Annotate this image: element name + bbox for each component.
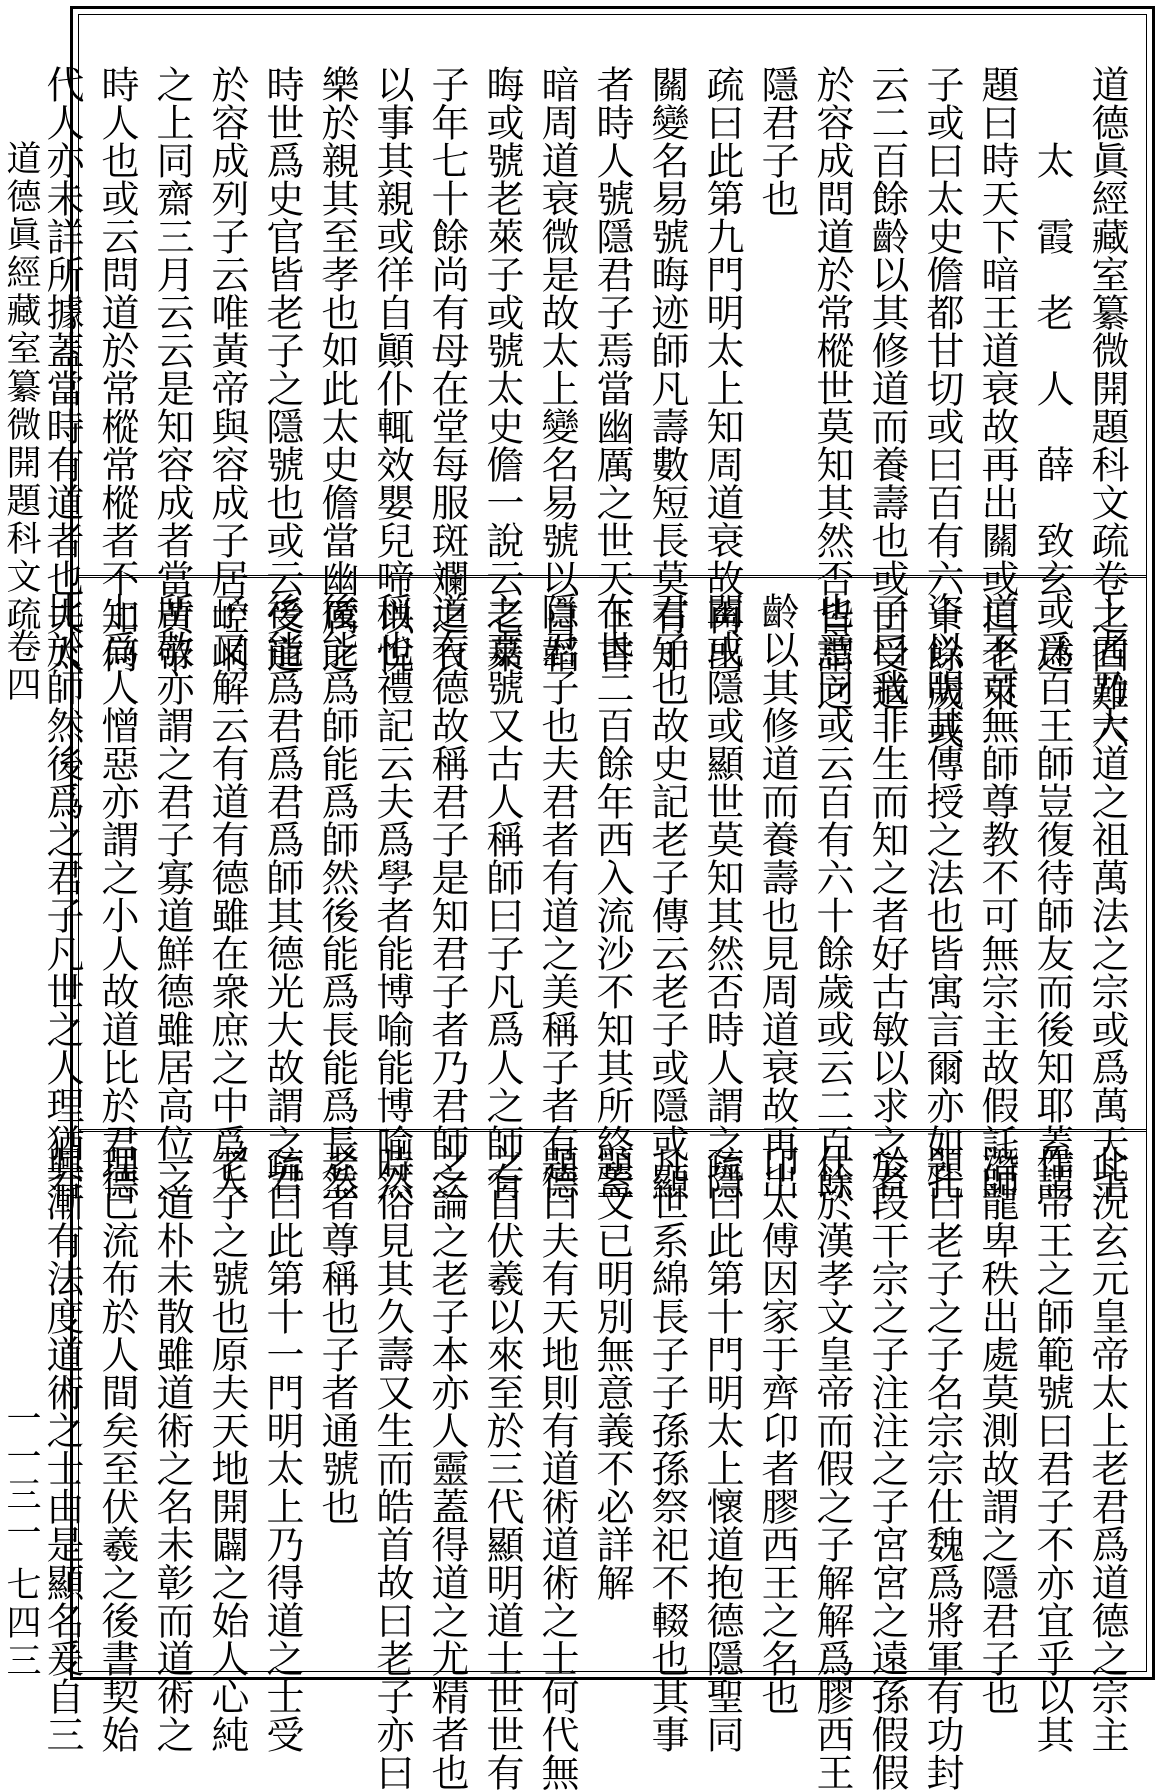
text-column: 疏曰此第九門明太上知周道衰故再出 — [700, 65, 744, 673]
text-column: 卬太傅因家于齊卬者膠西王之名也 — [755, 1145, 799, 1715]
text-column: 代人亦未詳所據蓋當時有道者也夫太 — [40, 65, 84, 673]
text-column: 後能爲君爲君爲師其德光大故謂之君 — [260, 592, 304, 1200]
text-column: 老者尊稱也子者通號也 — [315, 1145, 359, 1525]
text-column: 於容成問道於常樅世莫知其然否皆謂之 — [810, 65, 854, 711]
text-column: 題曰夫有天地則有道術道術之士何代無 — [535, 1145, 579, 1791]
text-column: 仕於漢孝文皇帝而假之子解解爲膠西王 — [810, 1145, 854, 1791]
text-section-2 — [40, 584, 1152, 1200]
text-column: 之嘉號又古人稱師曰子凡爲人之師有 — [480, 592, 524, 1200]
text-column: 此況玄元皇帝太上老君爲道德之宗主 — [1085, 1145, 1129, 1753]
text-column: 後能爲師能爲師然後能爲長能爲長然 — [315, 592, 359, 1200]
text-column: 子或曰太史儋都甘切或曰百有六十餘歲或 — [920, 65, 964, 749]
text-column: 所敬亦謂之君子寡道鮮德雖居高位之 — [150, 592, 194, 1200]
text-column: 潛龍卑秩出處莫測故謂之隱君子也 — [975, 1145, 1019, 1715]
text-column: 稱也禮記云夫爲學者能博喻能博喻然 — [370, 592, 414, 1200]
text-section-1 — [40, 15, 1152, 749]
text-column: 君子也故史記老子傳云老子或隱或顯 — [645, 592, 689, 1200]
text-column: 時世爲史官皆老子之隱號也或云受道 — [260, 65, 304, 673]
text-column: 題文已明別無意義不必詳解 — [590, 1145, 634, 1601]
text-column: 於段干宗之子注注之子宮宮之遠孫假假 — [865, 1145, 909, 1791]
text-column: 樂於親其至孝也如此太史儋當幽厲之 — [315, 65, 359, 673]
text-column: 作帝王之師範號曰君子不亦宜乎以其 — [1030, 1145, 1074, 1753]
text-column: 子曰我非生而知之者好古敏以求之者 — [865, 592, 909, 1200]
text-column: 關或隱或顯世莫知其然否時人謂之隱 — [700, 592, 744, 1200]
text-column: 晦或號老萊子或號太史儋一說云老萊 — [480, 65, 524, 673]
text-column: 老子之號也原夫天地開闢之始人心純 — [205, 1145, 249, 1753]
text-column: 道德眞經藏室纂微開題科文疏卷之四難六 — [1085, 65, 1129, 749]
margin-book-title: 道德眞經藏室纂微開題科文疏 — [1, 140, 41, 634]
text-column: 凡世系綿長子子孫孫祭祀不輟也其事 — [645, 1145, 689, 1753]
text-column: 之上同齋三月云云是知容成者當黃帝 — [150, 65, 194, 673]
text-column: 於容成列子云唯黃帝與容成子居崆峒 — [205, 65, 249, 673]
text-column: 興漸有法度道術之士由是顯名爰自三 — [40, 1145, 84, 1753]
text-column: 疏曰此第十門明太上懷道抱德隱聖同 — [700, 1145, 744, 1753]
page-frame — [40, 6, 1155, 1791]
text-column: 上爲人憎惡亦謂之小人故道比於君德 — [95, 592, 139, 1200]
text-column: 題曰時天下暗王道衰故再出關或曰老萊 — [975, 65, 1019, 711]
text-column: 一道朴未散雖道術之名未彰而道術之 — [150, 1145, 194, 1753]
text-column: 暗周道衰微是故太上變名易號以自韜 — [535, 65, 579, 673]
text-column: 齡以其修道而養壽也見周道衰故再出 — [755, 592, 799, 1200]
text-column: 道有德故稱君子是知君子者乃君師之 — [425, 592, 469, 1200]
text-section-3 — [40, 1137, 1152, 1791]
text-column: 理已流布於人間矣至伏羲之後書契始 — [95, 1145, 139, 1753]
text-column: 比於師然後爲之君子凡世之人理猶若 — [40, 592, 84, 1200]
text-column: 以事其親或徉自顚仆輒效嬰兒啼以悅 — [370, 65, 414, 673]
text-column: 太 霞 老 人 薛 致玄 述 — [1030, 65, 1074, 673]
text-column: 時俗見其久壽又生而皓首故曰老子亦曰 — [370, 1145, 414, 1791]
text-column: 者時人號隱君子焉當幽厲之世天下昏 — [590, 65, 634, 673]
text-column: 云二百餘齡以其修道而養壽也或曰受道 — [865, 65, 909, 711]
text-column: 關變名易號晦迹師凡壽數短長莫有知 — [645, 65, 689, 673]
text-column: 隱君子也夫君者有道之美稱子者有德 — [535, 592, 579, 1200]
text-column: 題曰老子之子名宗宗仕魏爲將軍有功封 — [920, 1145, 964, 1791]
text-column: 資以明其傳授之法也皆寓言爾亦如孔 — [920, 592, 964, 1200]
text-column: 或爲百王師豈復待師友而後知耶蓋謂 — [1030, 592, 1074, 1200]
text-column: 子又解云有道有德雖在衆庶之中爲人 — [205, 592, 249, 1200]
margin-volume: 卷四 — [1, 628, 41, 704]
text-column: 在世二百餘年西入流沙不知其所終蓋 — [590, 592, 634, 1200]
text-column: 也意同或云百有六十餘歲或云二百餘 — [810, 592, 854, 1200]
text-column: 子年七十餘尚有母在堂每服斑斕之衣 — [425, 65, 469, 673]
text-column: 疏曰此第十一門明太上乃得道之士受 — [260, 1145, 304, 1753]
text-column: 道不可無師尊教不可無宗主故假託師 — [975, 592, 1019, 1200]
text-column: 之論之老子本亦人靈蓋得道之尤精者也 — [425, 1145, 469, 1791]
margin-page-number: 一一三一 七四三 — [1, 1400, 41, 1681]
text-column: 隱君子也 — [755, 65, 799, 217]
text-column: 時人也或云問道於常樅常樅者不知何 — [95, 65, 139, 673]
text-column: 之自伏羲以來至於三代顯明道士世世有 — [480, 1145, 524, 1791]
text-column: 上者乃大道之祖萬法之宗或爲萬天主 — [1085, 592, 1129, 1200]
